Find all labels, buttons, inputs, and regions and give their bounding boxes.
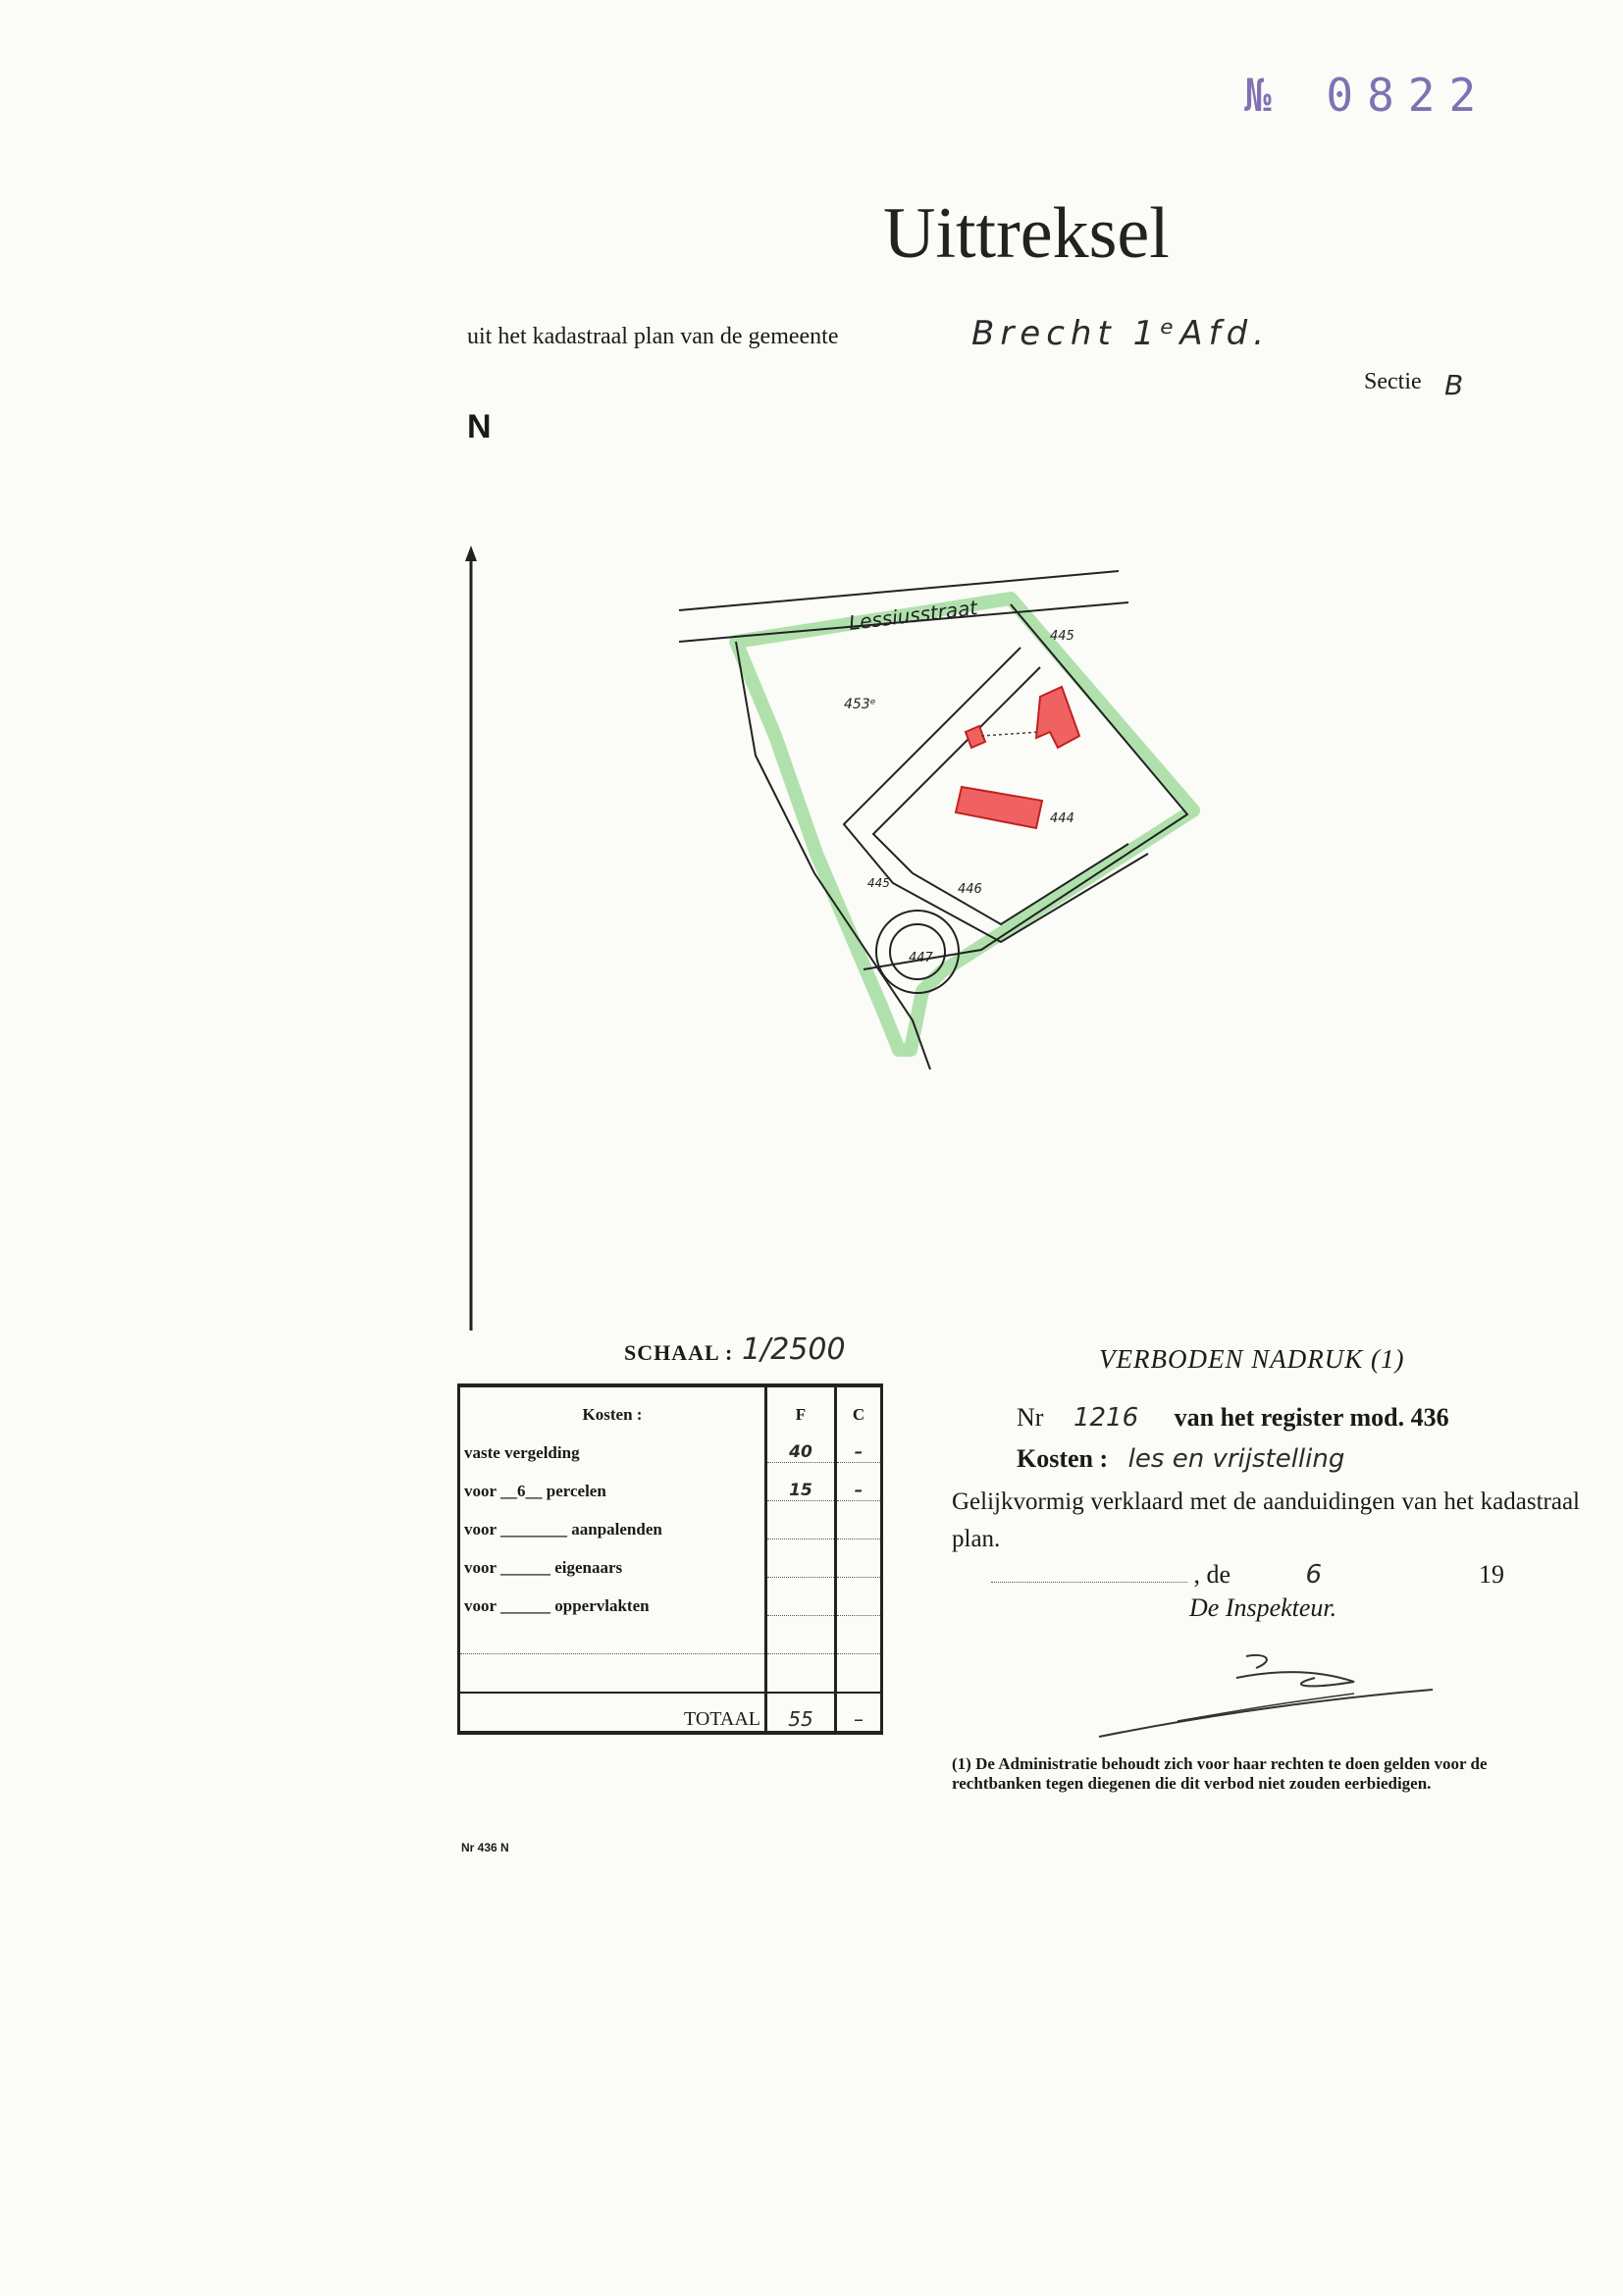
row-f-value: 40 [766, 1425, 836, 1463]
parcel-label: 447 [909, 951, 933, 965]
date-place [991, 1582, 1187, 1583]
scale-value: 1/2500 [742, 1332, 846, 1367]
row-f-value [766, 1616, 836, 1654]
register-line [1017, 1403, 1449, 1433]
row-c-value: – [836, 1463, 882, 1501]
row-c-value [836, 1539, 882, 1578]
date-day: 6 [1305, 1560, 1323, 1590]
row-f-value [766, 1501, 836, 1539]
kosten-line [1017, 1444, 1344, 1474]
register-nr-prefix: Nr [1017, 1403, 1044, 1432]
sectie-value: B [1444, 369, 1464, 401]
sectie-label: Sectie [1364, 369, 1422, 394]
parcel-border-highlight [736, 599, 1193, 1050]
north-label: N [467, 408, 492, 445]
row-label: voor ______ oppervlakten [459, 1578, 766, 1616]
inspekteur-label: De Inspekteur. [1189, 1593, 1337, 1622]
building [1036, 687, 1079, 748]
footnote: (1) De Administratie behoudt zich voor haar rechten te doen gelden voor de rechtbanken tegen diegenen die dit verbod niet zouden eerbiedigen. [952, 1754, 1488, 1793]
signature-icon [1060, 1639, 1492, 1747]
table-row [459, 1578, 882, 1616]
row-label [459, 1654, 766, 1694]
table-row [459, 1463, 882, 1501]
row-f-value [766, 1539, 836, 1578]
conformity-statement: Gelijkvormig verklaard met de aanduidingen van het kadastraal plan. [952, 1488, 1580, 1552]
table-row [459, 1501, 882, 1539]
kosten-label: Kosten : [1017, 1444, 1109, 1473]
table-row [459, 1425, 882, 1463]
kosten-value: les en vrijstelling [1127, 1444, 1345, 1474]
row-f-value [766, 1654, 836, 1694]
totaal-f-value: 55 [766, 1693, 836, 1733]
register-stamp: № 0822 [1244, 69, 1491, 122]
totaal-c-value: – [836, 1693, 882, 1733]
parcel-label: 445 [867, 876, 890, 890]
totaal-row [459, 1693, 882, 1733]
parcel-label: 453ᵉ [844, 697, 876, 712]
verboden-nadruk: VERBODEN NADRUK (1) [1099, 1344, 1405, 1374]
kosten-title: Kosten : [459, 1385, 766, 1425]
building [966, 726, 985, 748]
building [956, 787, 1042, 828]
cadastral-map [667, 559, 1217, 1070]
street-label: Lessiusstraat [847, 596, 979, 635]
row-f-value: 15 [766, 1463, 836, 1501]
parcel-label: 444 [1050, 811, 1074, 826]
row-c-value [836, 1654, 882, 1694]
date-year: 19 [1479, 1560, 1505, 1589]
document-title: Uittreksel [883, 193, 1170, 274]
row-c-value [836, 1578, 882, 1616]
row-c-value [836, 1616, 882, 1654]
row-f-value [766, 1578, 836, 1616]
parcel-label: 446 [958, 882, 982, 897]
row-c-value: – [836, 1425, 882, 1463]
kosten-table [457, 1383, 883, 1735]
date-de: , de [1193, 1560, 1231, 1589]
document-subtitle: uit het kadastraal plan van de gemeente [467, 324, 839, 349]
row-c-value [836, 1501, 882, 1539]
row-label: voor __6__ percelen [459, 1463, 766, 1501]
register-nr-value: 1216 [1073, 1403, 1139, 1433]
row-label [459, 1616, 766, 1654]
totaal-label: TOTAAL [459, 1693, 766, 1733]
north-arrow-icon [461, 546, 481, 1331]
row-label: voor ______ eigenaars [459, 1539, 766, 1578]
form-number: Nr 436 N [461, 1841, 509, 1854]
kosten-header-row [459, 1385, 882, 1425]
path-line [981, 732, 1040, 736]
row-label: vaste vergelding [459, 1425, 766, 1463]
parcel-label: 445 [1050, 629, 1074, 644]
scale-label: SCHAAL : [624, 1340, 734, 1365]
date-line [991, 1560, 1504, 1590]
table-row [459, 1616, 882, 1654]
table-row [459, 1654, 882, 1694]
col-f-header: F [766, 1385, 836, 1425]
register-nr-suffix: van het register mod. 436 [1174, 1403, 1449, 1432]
table-row [459, 1539, 882, 1578]
gemeente-handwritten: Brecht 1ᵉAfd. [971, 314, 1271, 353]
col-c-header: C [836, 1385, 882, 1425]
row-label: voor ________ aanpalenden [459, 1501, 766, 1539]
